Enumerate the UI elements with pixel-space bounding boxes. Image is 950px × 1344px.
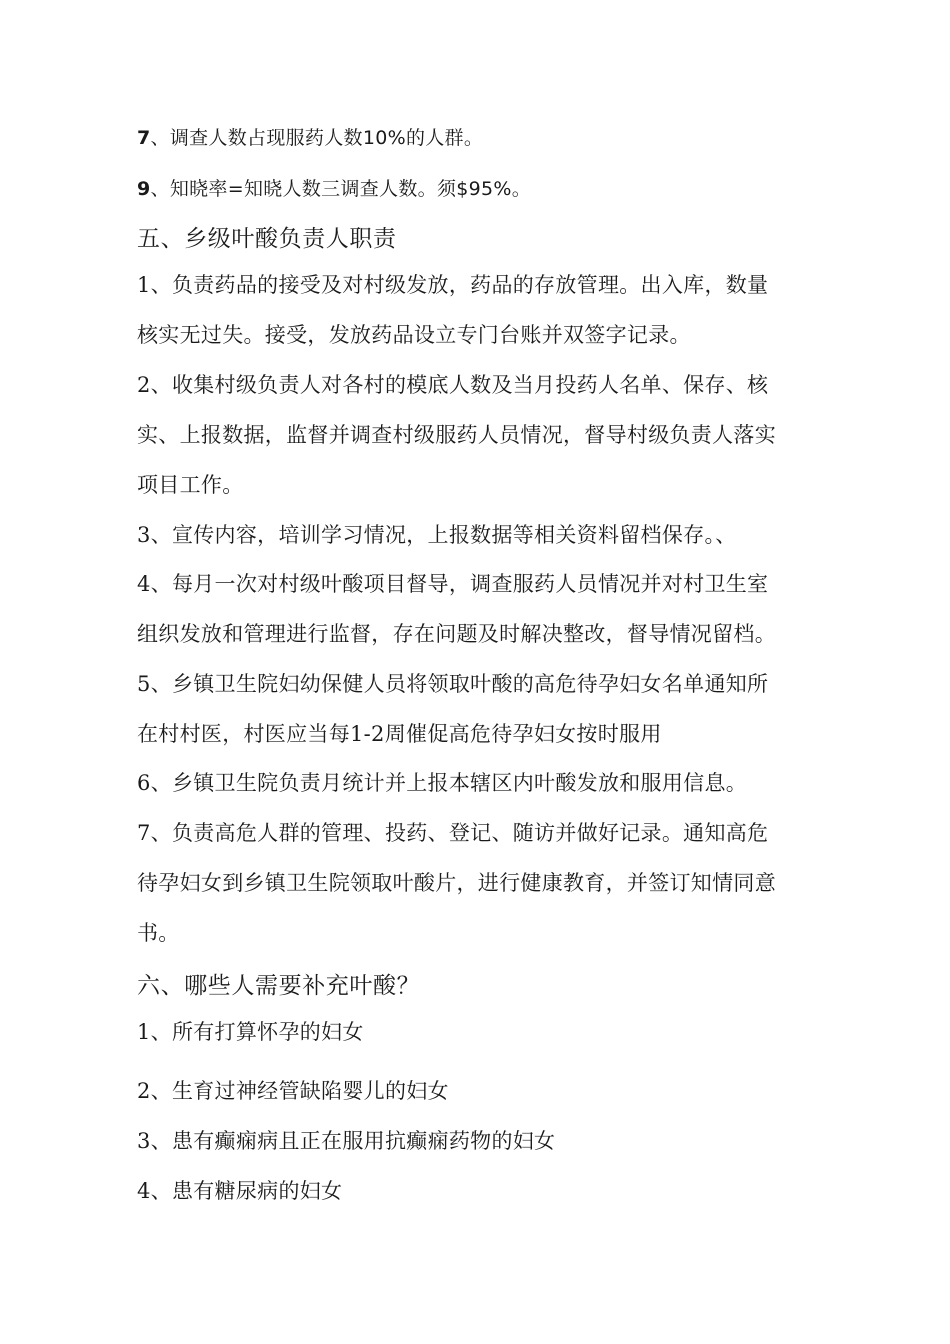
section-5-line: 1、负责药品的接受及对村级发放，药品的存放管理。出入库，数量 [137, 273, 769, 297]
item-9-awareness-rate [137, 175, 531, 203]
section-5-line: 实、上报数据，监督并调查村级服药人员情况，督导村级负责人落实 [137, 423, 776, 447]
section-6-line: 4、患有糖尿病的妇女 [137, 1179, 343, 1203]
section-5-line: 2、收集村级负责人对各村的模底人数及当月投药人名单、保存、核 [137, 373, 769, 397]
section-5-line: 5、乡镇卫生院妇幼保健人员将领取叶酸的高危待孕妇女名单通知所 [137, 672, 769, 696]
section-5-line: 在村村医，村医应当每1-2周催促高危待孕妇女按时服用 [137, 722, 662, 746]
section-5-line: 组织发放和管理进行监督，存在问题及时解决整改，督导情况留档。 [137, 622, 776, 646]
section-5-line: 书。 [137, 921, 180, 945]
section-5-line: 7、负责高危人群的管理、投药、登记、随访并做好记录。通知高危 [137, 821, 769, 845]
item-text: 、调查人数占现服药人数10%的人群。 [150, 127, 484, 149]
section-6-line: 1、所有打算怀孕的妇女 [137, 1020, 364, 1044]
item-7-survey-population [137, 124, 483, 152]
section-6-line: 2、生育过神经管缺陷婴儿的妇女 [137, 1079, 449, 1103]
item-number: 9 [137, 178, 151, 200]
item-text: 、知晓率=知晓人数三调查人数。须$95%。 [150, 178, 532, 200]
section-5-line: 核实无过失。接受，发放药品设立专门台账并双签字记录。 [137, 323, 691, 347]
section-5-line: 4、每月一次对村级叶酸项目督导，调查服药人员情况并对村卫生室 [137, 572, 769, 596]
item-number: 7 [137, 127, 151, 149]
section-6-heading: 六、哪些人需要补充叶酸？ [137, 973, 421, 999]
section-5-heading: 五、乡级叶酸负责人职责 [137, 226, 397, 252]
section-5-line: 项目工作。 [137, 473, 244, 497]
section-5-line: 待孕妇女到乡镇卫生院领取叶酸片，进行健康教育，并签订知情同意 [137, 871, 776, 895]
section-6-line: 3、患有癫痫病且正在服用抗癫痫药物的妇女 [137, 1129, 556, 1153]
section-5-line: 6、乡镇卫生院负责月统计并上报本辖区内叶酸发放和服用信息。 [137, 771, 748, 795]
section-5-line: 3、宣传内容，培训学习情况，上报数据等相关资料留档保存。、 [137, 523, 737, 547]
